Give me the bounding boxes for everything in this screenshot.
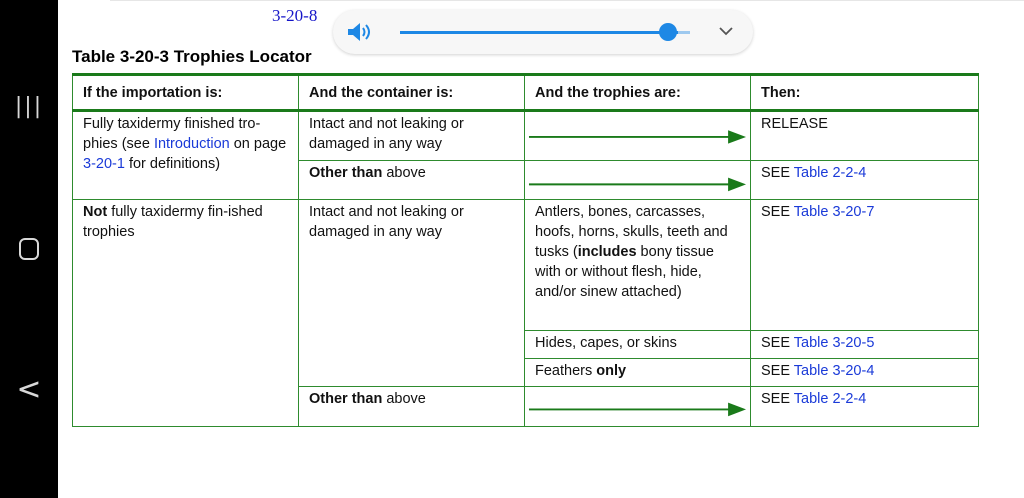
cell-then-see: SEE Table 2-2-4 [751,387,979,427]
audio-progress-track[interactable] [400,31,678,34]
table-2-2-4-link[interactable]: Table 2-2-4 [793,165,867,181]
audio-progress-remaining [678,31,690,34]
back-button[interactable]: < [16,372,42,407]
cell-trophies-antlers: Antlers, bones, carcasses, hoofs, horns, skulls, teeth and tusks (includes bony tissue with or without flesh, hide, and/or sinew attached) [525,200,751,331]
volume-icon[interactable] [347,22,373,42]
cell-trophies-feathers: Feathers only [525,359,751,387]
header-container: And the container is: [299,75,525,111]
cell-arrow [525,161,751,200]
cell-then-see: SEE Table 3-20-5 [751,331,979,359]
audio-player[interactable] [333,10,753,54]
cell-importation-not-finished: Not fully taxidermy fin-ished trophies [73,200,299,427]
table-3-20-4-link[interactable]: Table 3-20-4 [793,363,875,379]
page-number: 3-20-8 [272,6,318,25]
table-row [73,200,979,331]
cell-importation-finished: Fully taxidermy finished tro-phies (see Introduction on page 3-20-1 for definitions) [73,111,299,200]
table-3-20-5-link[interactable]: Table 3-20-5 [793,335,875,351]
introduction-link[interactable]: Introduction [153,136,230,152]
right-arrow-icon [525,387,750,426]
table-2-2-4-link[interactable]: Table 2-2-4 [793,391,867,407]
cell-then-see: SEE Table 3-20-4 [751,359,979,387]
cell-arrow [525,111,751,161]
cell-arrow [525,387,751,427]
system-navigation-bar [0,0,58,498]
cell-trophies-hides: Hides, capes, or skins [525,331,751,359]
table-title: Table 3-20-3 Trophies Locator [72,47,312,66]
cell-then-release: RELEASE [751,111,979,161]
table-3-20-7-link[interactable]: Table 3-20-7 [793,204,875,220]
audio-progress-thumb[interactable] [659,23,677,41]
page-3-20-1-link[interactable]: 3-20-1 [83,156,125,172]
cell-container-intact: Intact and not leaking or damaged in any way [299,200,525,387]
header-importation: If the importation is: [73,75,299,111]
chevron-down-icon[interactable] [719,26,733,36]
cell-then-see: SEE Table 2-2-4 [751,161,979,200]
home-icon [19,238,39,260]
header-trophies: And the trophies are: [525,75,751,111]
home-button[interactable] [0,238,58,260]
cell-then-see: SEE Table 3-20-7 [751,200,979,331]
recent-apps-button[interactable]: ||| [14,94,44,119]
trophies-locator-table [72,73,979,427]
table-header-row [73,75,979,111]
table-row [73,111,979,161]
right-arrow-icon [525,161,750,199]
cell-container-other: Other than above [299,161,525,200]
page-top-divider [110,0,1024,1]
right-arrow-icon [525,112,750,160]
cell-container-other: Other than above [299,387,525,427]
header-then: Then: [751,75,979,111]
cell-container-intact: Intact and not leaking or damaged in any way [299,111,525,161]
